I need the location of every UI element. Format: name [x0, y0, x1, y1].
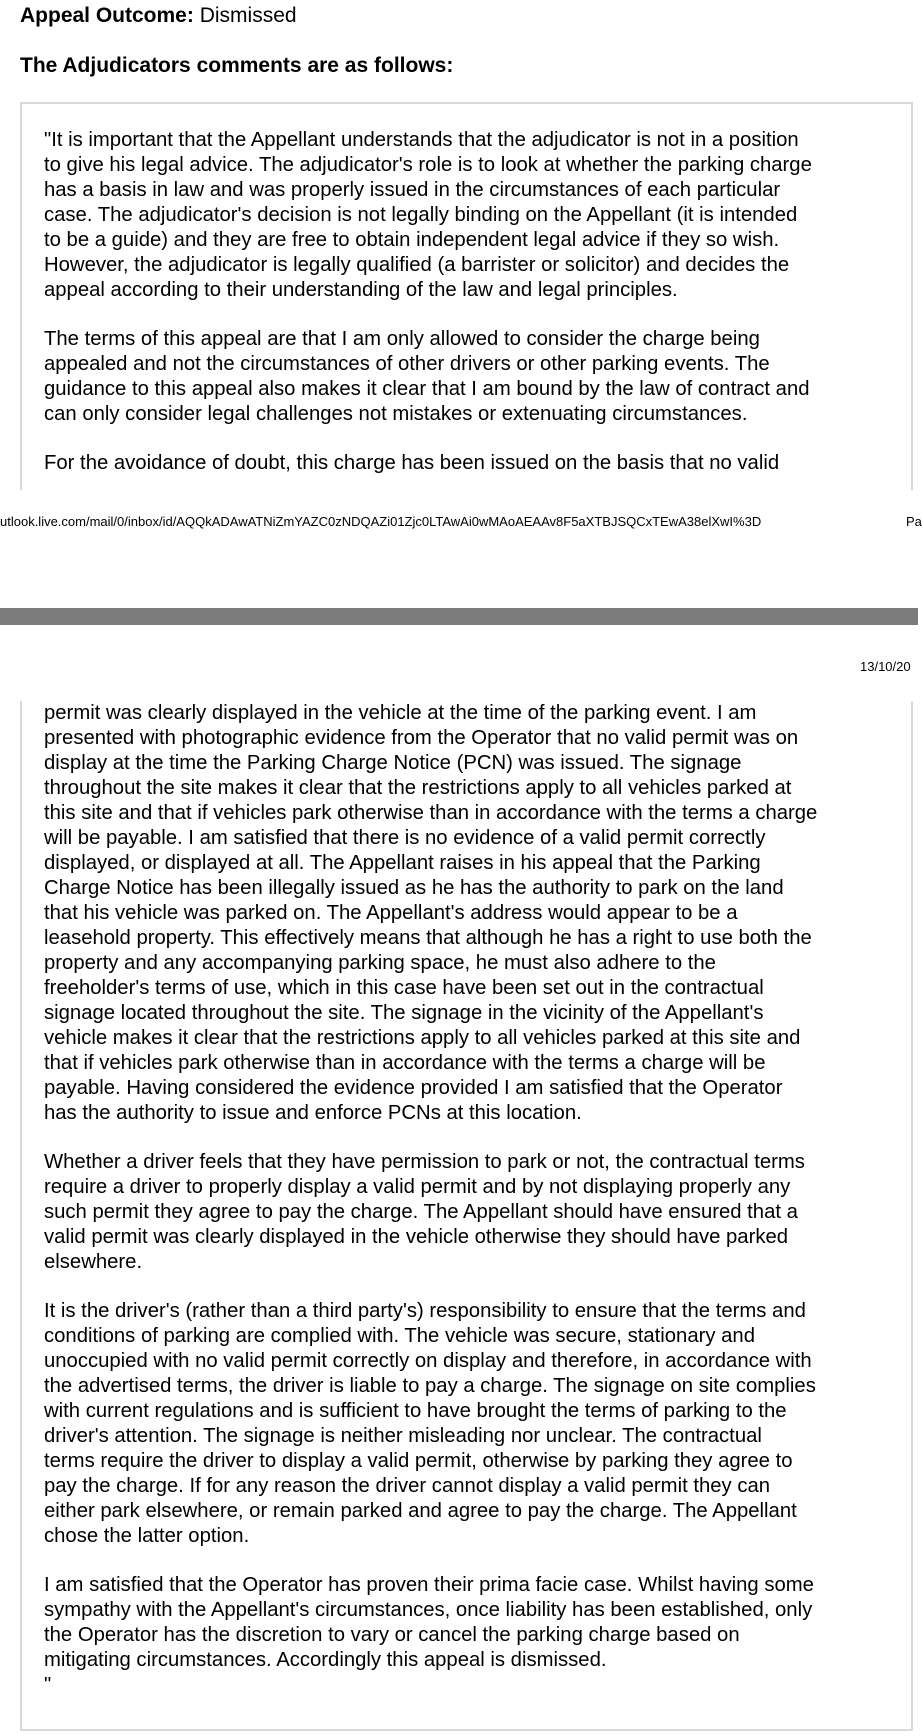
print-footer-page-label: Pa	[906, 514, 922, 529]
comment-paragraph: For the avoidance of doubt, this charge has been issued on the basis that no valid	[44, 452, 780, 474]
quoted-comments-box-continued	[20, 701, 913, 1731]
quoted-comments-text	[44, 128, 894, 500]
appeal-outcome	[20, 3, 297, 29]
print-header-date: 13/10/20	[860, 659, 911, 674]
adjudicator-comments-heading: The Adjudicators comments are as follows:	[20, 54, 454, 77]
comment-paragraph: Whether a driver feels that they have permission to park or not, the contractual terms require a driver to properly display a valid permit and by not displaying properly any such permit they agree to pay the charge. The Appellant should have ensured that a valid permit was clearly displayed in the vehicle otherwise they should have parked elsewhere.	[44, 1151, 805, 1273]
print-page-2	[0, 625, 918, 1736]
print-page-1	[0, 0, 922, 610]
comment-paragraph: permit was clearly displayed in the vehicle at the time of the parking event. I am presented with photographic evidence from the Operator that no valid permit was on display at the time the Parking Charge Notice (PCN) was issued. The signage throughout the site makes it clear that the restrictions apply to all vehicles parked at this site and that if vehicles park otherwise than in accordance with the terms a charge will be payable. I am satisfied that there is no evidence of a valid permit correctly displayed, or displayed at all. The Appellant raises in his appeal that the Parking Charge Notice has been illegally issued as he has the authority to park on the land that his vehicle was parked on. The Appellant's address would appear to be a leasehold property. This effectively means that although he has a right to use both the property and any accompanying parking space, he must also adhere to the freeholder's terms of use, which in this case have been set out in the contractual signage located throughout the site. The signage in the vicinity of the Appellant's vehicle makes it clear that the restrictions apply to all vehicles parked at this site and that if vehicles park otherwise than in accordance with the terms a charge will be payable. Having considered the evidence provided I am satisfied that the Operator has the authority to issue and enforce PCNs at this location.	[44, 702, 818, 1124]
comment-paragraph: "It is important that the Appellant understands that the adjudicator is not in a position to give his legal advice. The adjudicator's role is to look at whether the parking charge has a basis in law and was properly issued in the circumstances of each particular case. The adjudicator's decision is not legally binding on the Appellant (it is intended to be a guide) and they are free to obtain independent legal advice if they so wish. However, the adjudicator is legally qualified (a barrister or solicitor) and decides the appeal according to their understanding of the law and legal principles.	[44, 129, 812, 301]
comment-paragraph: I am satisfied that the Operator has proven their prima facie case. Whilst having some sympathy with the Appellant's circumstances, once liability has been established, only the Operator has the discretion to vary or cancel the parking charge based on mitigating circumstances. Accordingly this appeal is dismissed. "	[44, 1574, 814, 1696]
page-break-bar	[0, 608, 918, 625]
quoted-comments-box	[20, 102, 913, 490]
comment-paragraph: The terms of this appeal are that I am only allowed to consider the charge being appealed and not the circumstances of other drivers or other parking events. The guidance to this appeal also makes it clear that I am bound by the law of contract and can only consider legal challenges not mistakes or extenuating circumstances.	[44, 328, 810, 425]
print-footer-url: utlook.live.com/mail/0/inbox/id/AQQkADAwATNiZmYAZC0zNDQAZi01Zjc0LTAwAi0wMAoAEAAv8F5aXTBJSQCxTEwA38elXwI%3D	[0, 514, 762, 529]
appeal-outcome-value: Dismissed	[199, 4, 297, 27]
appeal-outcome-label: Appeal Outcome:	[20, 4, 194, 27]
quoted-comments-text-continued	[44, 701, 899, 1722]
comment-paragraph: It is the driver's (rather than a third party's) responsibility to ensure that the terms and conditions of parking are complied with. The vehicle was secure, stationary and unoccupied with no valid permit correctly on display and therefore, in accordance with the advertised terms, the driver is liable to pay a charge. The signage on site complies with current regulations and is sufficient to have brought the terms of parking to the driver's attention. The signage is neither misleading nor unclear. The contractual terms require the driver to display a valid permit, otherwise by parking they agree to pay the charge. If for any reason the driver cannot display a valid permit they can either park elsewhere, or remain parked and agree to pay the charge. The Appellant chose the latter option.	[44, 1300, 816, 1547]
